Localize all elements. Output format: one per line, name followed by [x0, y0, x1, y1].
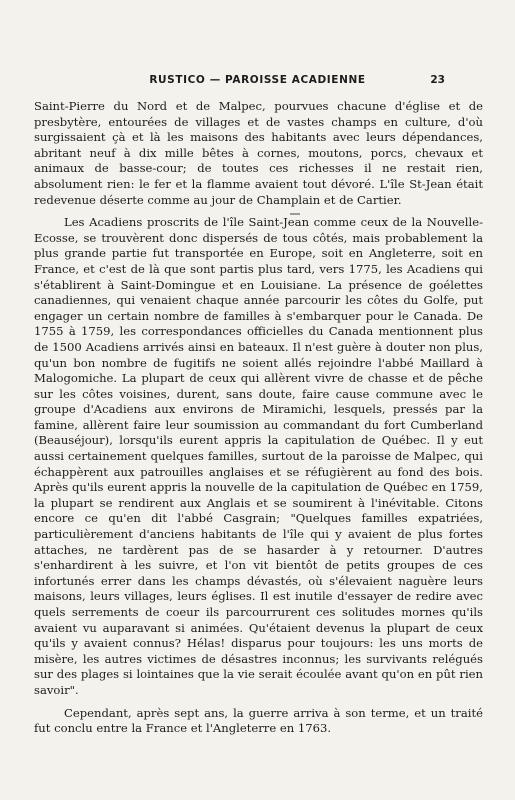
paragraph-2: Les Acadiens proscrits de l'île Saint-Jean comme ceux de la Nouvelle-Ecosse, se trouvèrent donc dispersés de tous côtés, mais probablement la plus grande partie fut transportée en Europe, soit en Angleterre, soit en France, et c'est de là que sont partis plus tard, vers 1775, les Acadiens qui s'établirent à Saint-Domingue et en Louisiane. La présence de goélettes canadiennes, qui venaient chaque année parcourir les côtes du Golfe, put engager un certain nombre de familles à s'embarquer pour le Canada. De 1755 à 1759, les correspondances officielles du Canada mentionnent plus de 1500 Acadiens arrivés ainsi en bateaux. Il n'est guère à douter non plus, qu'un bon nombre de fugitifs ne soient allés rejoindre l'abbé Maillard à Malogomiche. La plupart de ceux qui allèrent vivre de chasse et de pêche sur les côtes voisines, durent, sans doute, faire cause commune avec le groupe d'Acadiens aux environs de Miramichi, lesquels, pressés par la famine, allèrent faire leur soumission au commandant du fort Cumberland (Beauséjour), lorsqu'ils eurent appris la capitulation de Québec. Il y eut aussi certainement quelques familles, surtout de la paroisse de Malpec, qui échappèrent aux patrouilles anglaises et se réfugièrent au fond des bois. Après qu'ils eurent appris la nouvelle de la capitulation de Québec en 1759, la plupart se rendirent aux Anglais et se soumirent à l'inévitable. Citons encore ce qu'en dit l'abbé Casgrain; "Quelques familles expatriées, particulièrement d'anciens habitants de l'île qui y avaient de plus fortes attaches, ne tardèrent pas de se hasarder à y retourner. D'autres s'enhardirent à les suivre, et l'on vit bientôt de petits groupes de ces infortunés errer dans les champs dévastés, où s'élevaient naguère leurs maisons, leurs villages, leurs églises. Il est inutile d'essayer de redire avec quels serrements de coeur ils parcourrurent ces solitudes mornes qu'ils avaient vu auparavant si animées. Qu'étaient devenus la plupart de ceux qu'ils y avaient connus? Hélas! disparus pour toujours: les uns morts de misère, les autres victimes de désastres inconnus; les survivants relégués sur des plages si lointaines que la vie serait écoulée avant qu'on en pût rien savoir". — [34, 215, 483, 697]
page-number: 23 — [430, 74, 445, 86]
paragraph-3: Cependant, après sept ans, la guerre arriva à son terme, et un traité fut conclu entre la France et l'Angleterre en 1763. — [34, 705, 483, 736]
running-header — [0, 74, 515, 90]
running-title: RUSTICO — PAROISSE ACADIENNE — [149, 74, 366, 86]
page-body — [34, 99, 483, 737]
printer-dash-mark — [290, 213, 300, 215]
paragraph-1: Saint-Pierre du Nord et de Malpec, pourvues chacune d'église et de presbytère, entourées de villages et de vastes champs en culture, d'où surgissaient çà et là les maisons des habitants avec leurs dépendances, abritant neuf à dix mille bêtes à cornes, moutons, porcs, chevaux et animaux de basse-cour; de toutes ces richesses il ne restait rien, absolument rien: le fer et la flamme avaient tout dévoré. L'île St-Jean était redevenue déserte comme au jour de Champlain et de Cartier. — [34, 99, 483, 207]
